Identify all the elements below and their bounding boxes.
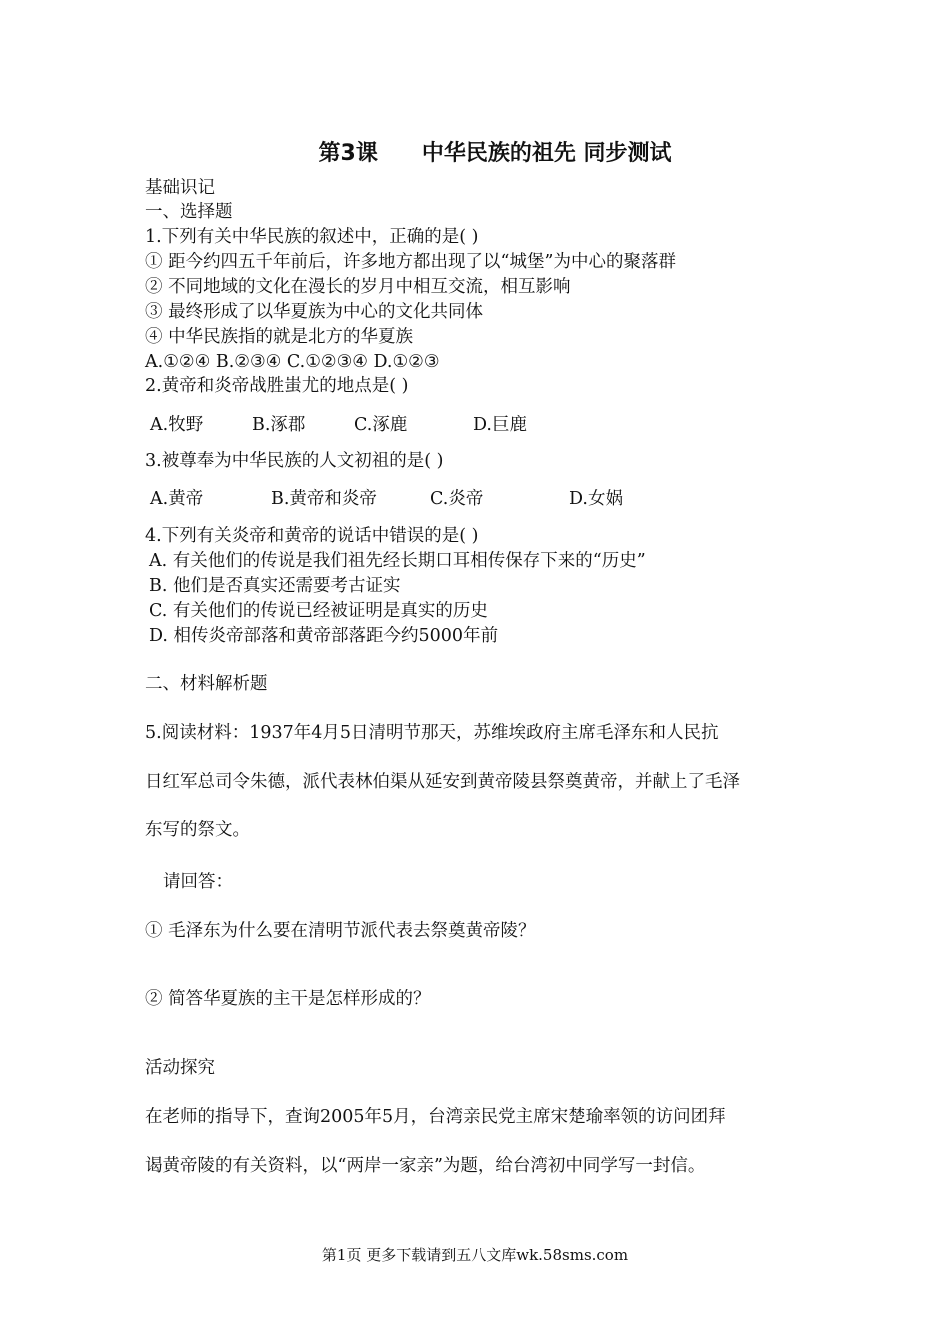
q4-option-c: C. 有关他们的传说已经被证明是真实的历史	[149, 601, 488, 621]
part2-heading: 二、材料解析题	[145, 674, 268, 694]
part1-heading: 一、选择题	[145, 202, 233, 222]
q5-line-3: 东写的祭文。	[145, 820, 250, 840]
page-footer: 第1页 更多下载请到五八文库wk.58sms.com	[321, 1246, 629, 1264]
q1-stem: 1.下列有关中华民族的叙述中，正确的是( )	[145, 227, 479, 247]
activity-heading: 活动探究	[145, 1058, 215, 1078]
q1-options: A.①②④ B.②③④ C.①②③④ D.①②③	[145, 352, 440, 372]
section-basic-heading: 基础识记	[145, 178, 215, 198]
q3-option-b: B.黄帝和炎帝	[271, 489, 377, 509]
q4-stem: 4.下列有关炎帝和黄帝的说话中错误的是( )	[145, 526, 479, 546]
q1-statement-3: ③ 最终形成了以华夏族为中心的文化共同体	[145, 302, 484, 322]
q4-option-d: D. 相传炎帝部落和黄帝部落距今约5000年前	[149, 626, 499, 646]
q5-sub-question-2: ② 简答华夏族的主干是怎样形成的？	[145, 989, 431, 1009]
q3-option-c: C.炎帝	[430, 489, 484, 509]
q2-option-a: A.牧野	[150, 415, 204, 435]
q5-sub-question-1: ① 毛泽东为什么要在清明节派代表去祭奠黄帝陵？	[145, 921, 536, 941]
q4-option-a: A. 有关他们的传说是我们祖先经长期口耳相传保存下来的“历史”	[149, 551, 646, 571]
q1-statement-1: ① 距今约四五千年前后，许多地方都出现了以“城堡”为中心的聚落群	[145, 252, 676, 272]
q5-line-1: 5.阅读材料：1937年4月5日清明节那天，苏维埃政府主席毛泽东和人民抗	[145, 723, 719, 743]
q1-statement-4: ④ 中华民族指的就是北方的华夏族	[145, 327, 414, 347]
q5-prompt: 请回答：	[163, 872, 233, 892]
activity-line-1: 在老师的指导下，查询2005年5月，台湾亲民党主席宋楚瑜率领的访问团拜	[145, 1107, 726, 1127]
page-title: 第3课 中华民族的祖先 同步测试	[318, 141, 672, 166]
q2-option-b: B.涿郡	[252, 415, 306, 435]
q5-line-2: 日红军总司令朱德，派代表林伯渠从延安到黄帝陵县祭奠黄帝，并献上了毛泽	[145, 772, 740, 792]
q3-option-a: A.黄帝	[150, 489, 204, 509]
q1-statement-2: ② 不同地域的文化在漫长的岁月中相互交流，相互影响	[145, 277, 571, 297]
q2-option-d: D.巨鹿	[473, 415, 527, 435]
q3-stem: 3.被尊奉为中华民族的人文初祖的是( )	[145, 451, 444, 471]
activity-line-2: 谒黄帝陵的有关资料，以“两岸一家亲”为题，给台湾初中同学写一封信。	[145, 1156, 706, 1176]
q3-option-d: D.女娲	[569, 489, 623, 509]
q2-stem: 2.黄帝和炎帝战胜蚩尤的地点是( )	[145, 376, 409, 396]
q2-option-c: C.涿鹿	[354, 415, 408, 435]
q4-option-b: B. 他们是否真实还需要考古证实	[149, 576, 401, 596]
